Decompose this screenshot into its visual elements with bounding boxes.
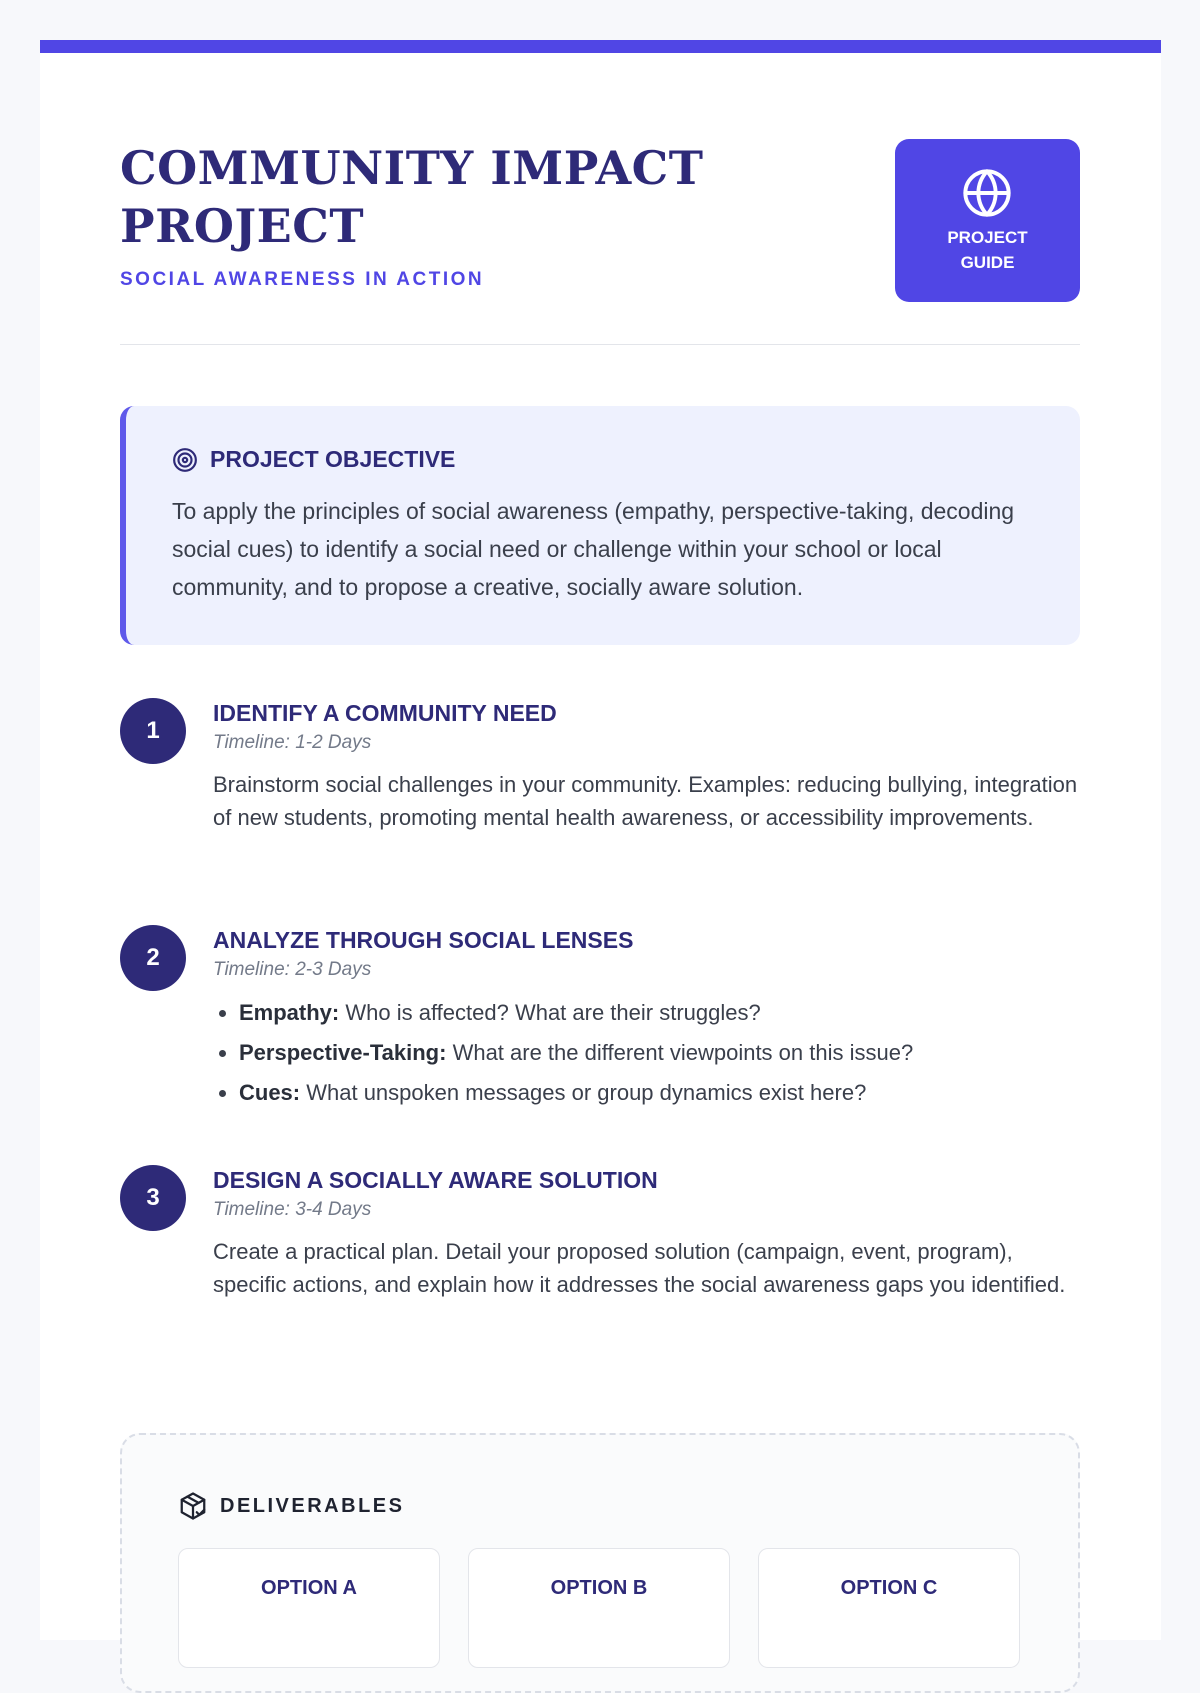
objective-title: PROJECT OBJECTIVE [210, 446, 456, 472]
option-label: OPTION C [840, 1577, 938, 1599]
option-label: OPTION A [261, 1577, 357, 1599]
deliverable-options [178, 1548, 1020, 1668]
step-timeline: Timeline: 3-4 Days [213, 1199, 372, 1220]
page-subtitle: SOCIAL AWARENESS IN ACTION [120, 269, 485, 290]
step-description: Create a practical plan. Detail your proposed solution (campaign, event, program), specific actions, and explain how it addresses the social awareness gaps you identified. [213, 1239, 1066, 1297]
step-number: 3 [120, 1165, 186, 1231]
package-icon [178, 1491, 208, 1521]
project-guide-page [40, 40, 1161, 1640]
step-description: Brainstorm social challenges in your community. Examples: reducing bullying, integration of new students, promoting mental health awareness, or accessibility improvements. [213, 772, 1078, 830]
step-title: IDENTIFY A COMMUNITY NEED [213, 700, 557, 726]
list-item: • Cues: What unspoken messages or group dynamics exist here? [239, 1073, 1080, 1113]
target-icon [172, 447, 198, 473]
step-timeline: Timeline: 1-2 Days [213, 732, 372, 753]
deliverables-section [120, 1433, 1080, 1693]
step-title: ANALYZE THROUGH SOCIAL LENSES [213, 927, 634, 953]
globe-icon [961, 167, 1013, 219]
project-guide-badge [895, 139, 1080, 302]
list-item: • Perspective-Taking: What are the different viewpoints on this issue? [239, 1033, 1080, 1073]
lens-list [213, 993, 1080, 1113]
objective-card [120, 406, 1080, 645]
list-item: • Empathy: Who is affected? What are their struggles? [239, 993, 1080, 1033]
badge-label: PROJECT GUIDE [947, 228, 1028, 272]
option-a-card[interactable] [178, 1548, 440, 1668]
page-header [120, 139, 1080, 345]
option-b-card[interactable] [468, 1548, 730, 1668]
option-c-card[interactable] [758, 1548, 1020, 1668]
step-timeline: Timeline: 2-3 Days [213, 959, 372, 980]
deliverables-title: DELIVERABLES [220, 1494, 405, 1517]
page-title: COMMUNITY IMPACT PROJECT [120, 141, 704, 253]
step-number: 1 [120, 698, 186, 764]
step-title: DESIGN A SOCIALLY AWARE SOLUTION [213, 1167, 658, 1193]
objective-text: To apply the principles of social awareness (empathy, perspective-taking, decoding social cues) to identify a social need or challenge within your school or local community, and to propose a creative, socially aware solution. [172, 498, 1015, 600]
step-number: 2 [120, 925, 186, 991]
option-label: OPTION B [550, 1577, 648, 1599]
